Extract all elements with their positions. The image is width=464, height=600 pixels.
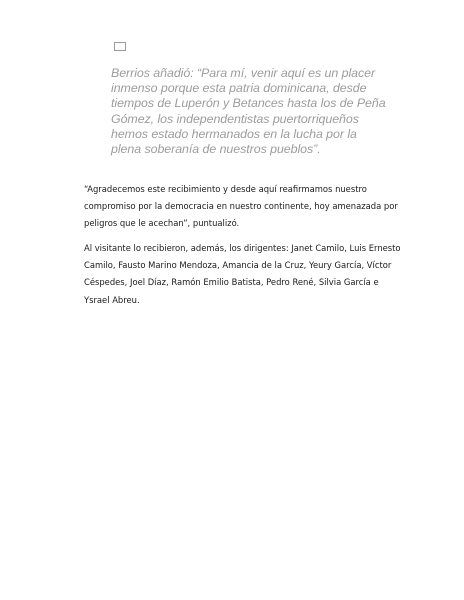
paragraph-line: compromiso por la democracia en nuestro continente, hoy amenazada por [84,201,398,212]
paragraph-line: “Agradecemos este recibimiento y desde aquí reafirmamos nuestro [84,184,367,194]
pull-quote-line: tiempos de Luperón y Betances hasta los de Peña [111,96,386,111]
paragraph-line: Al visitante lo recibieron, además, los dirigentes: Janet Camilo, Luis Ernesto [84,243,401,253]
pull-quote-line: Gómez, los independentistas puertorriqueños [111,111,359,126]
pull-quote-line: Berrios añadió: “Para mí, venir aquí es un placer [111,66,376,80]
paragraph-line: peligros que le acechan”, puntualizó. [84,218,240,229]
body-paragraph-quote [84,181,398,233]
paragraph-line: Ysrael Abreu. [84,294,140,305]
pull-quote-line: plena soberanía de nuestros pueblos”. [111,142,321,157]
paragraph-line: Céspedes, Joel Díaz, Ramón Emilio Batista, Pedro René, Silvia García e [84,277,379,288]
paragraph-line: Camilo, Fausto Marino Mendoza, Amancia de la Cruz, Yeury García, Víctor [84,260,392,271]
pull-quote-line: inmenso porque esta patria dominicana, desde [111,81,367,96]
body-paragraph-attendees [84,240,401,309]
broken-image-icon [114,42,126,51]
pull-quote [111,66,401,157]
pull-quote-line: hemos estado hermanados en la lucha por la [111,126,357,141]
